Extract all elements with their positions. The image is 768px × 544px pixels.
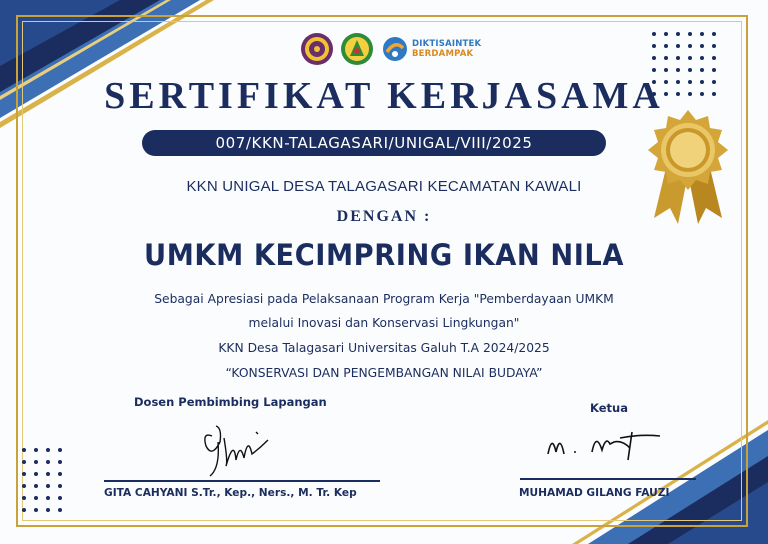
left-signature-drawing <box>198 418 278 480</box>
left-signer-name: GITA CAHYANI S.Tr., Kep., Ners., M. Tr. Kep <box>104 487 357 499</box>
header-logos <box>300 32 481 66</box>
with-label: DENGAN : <box>336 208 432 225</box>
certificate-title: SERTIFIKAT KERJASAMA <box>104 75 664 117</box>
right-signature-line <box>520 478 696 480</box>
body-line-1: Sebagai Apresiasi pada Pelaksanaan Program Kerja "Pemberdayaan UMKM <box>154 292 614 306</box>
certificate-number: 007/KKN-TALAGASARI/UNIGAL/VIII/2025 <box>142 130 606 156</box>
body-line-4: “KONSERVASI DAN PENGEMBANGAN NILAI BUDAYA” <box>225 366 543 380</box>
body-line-2: melalui Inovasi dan Konservasi Lingkungan" <box>248 316 520 330</box>
left-signer-role: Dosen Pembimbing Lapangan <box>134 395 327 409</box>
dot-pattern-bottom-left <box>22 448 62 512</box>
regency-seal-icon <box>340 32 374 66</box>
left-signature-line <box>104 480 380 482</box>
right-signer-name: MUHAMAD GILANG FAUZI <box>519 487 670 499</box>
logo-text-line-2: BERDAMPAK <box>412 49 474 59</box>
logo-text-line-1: DIKTISAINTEK <box>412 39 482 49</box>
organizer-line: KKN UNIGAL DESA TALAGASARI KECAMATAN KAWALI <box>186 178 582 195</box>
diktisaintek-logo <box>382 36 481 62</box>
body-line-3: KKN Desa Talagasari Universitas Galuh T.A 2024/2025 <box>218 341 550 355</box>
right-signer-role: Ketua <box>590 401 628 415</box>
right-signature-drawing <box>540 424 670 464</box>
diktisaintek-logo-icon <box>382 36 408 62</box>
partner-name: UMKM KECIMPRING IKAN NILA <box>143 238 625 272</box>
university-seal-icon <box>300 32 334 66</box>
